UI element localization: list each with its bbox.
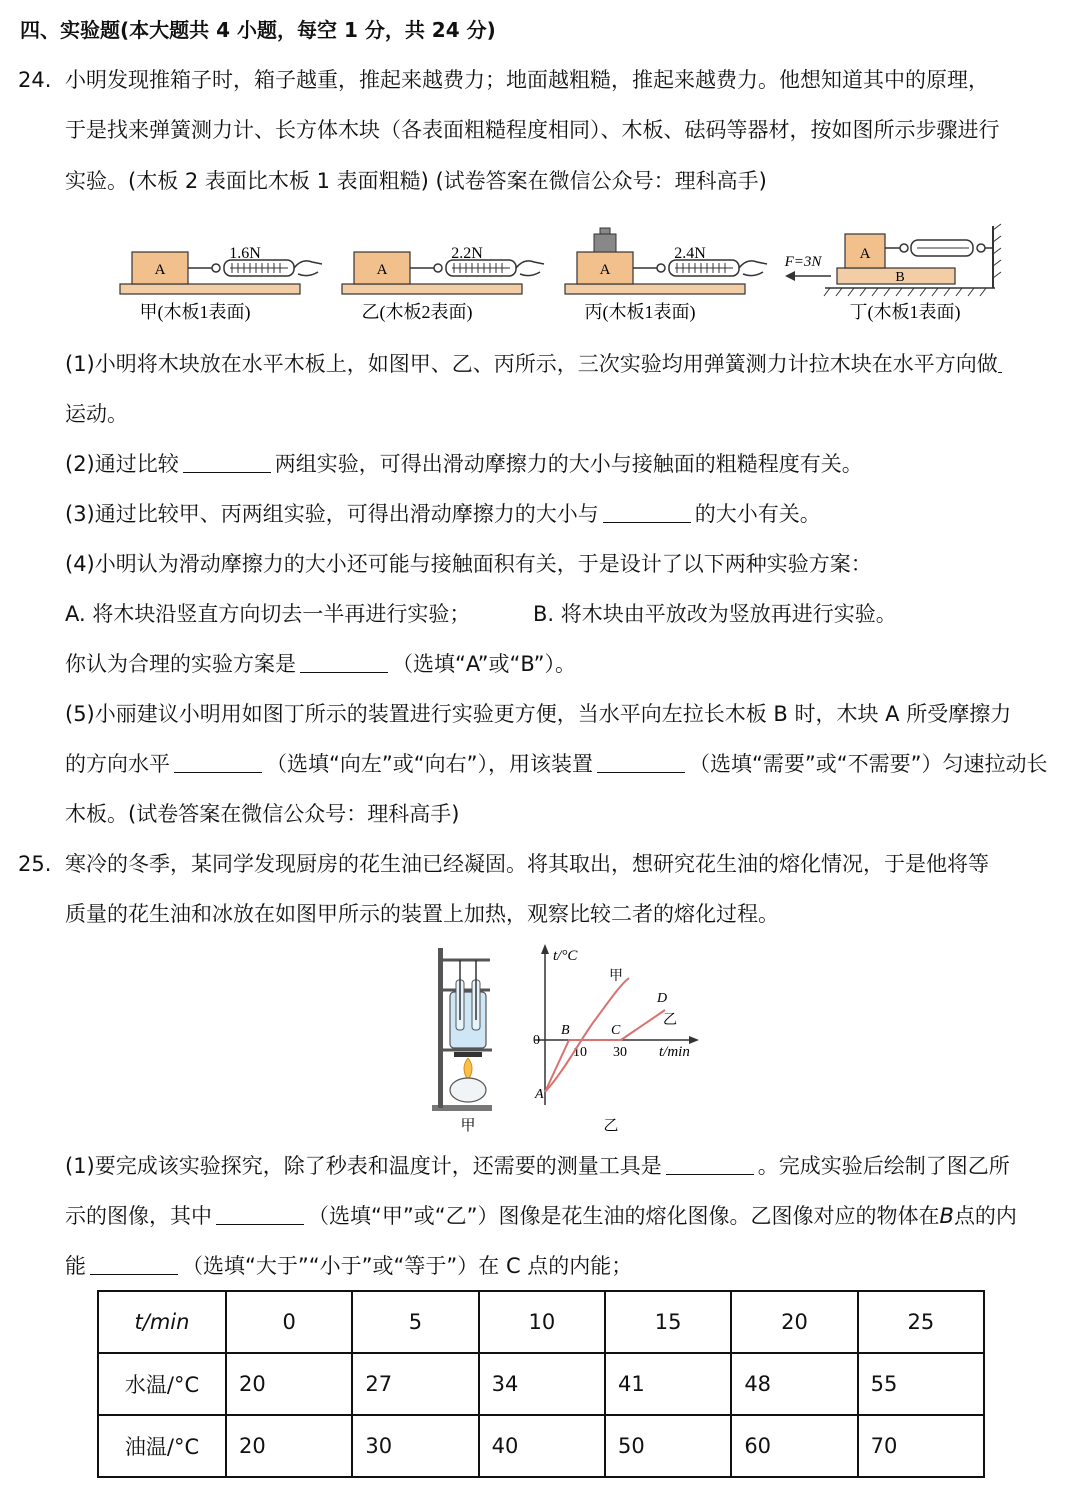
q24-part5-line3: 木板。(试卷答案在微信公众号：理科高手) [65,802,460,826]
tick-10: 10 [573,1045,587,1060]
temperature-table [97,1290,985,1478]
point-d: D [657,991,668,1006]
block-label: A [599,262,611,278]
friction-experiment-figures [115,218,1015,328]
point-b: B [561,1023,570,1038]
block-label: A [154,262,166,278]
q24-part5-line2: 的方向水平 （选填“向左”或“向右”），用该装置 （选填“需要”或“不需要”）匀速拉动长 [65,752,1048,776]
point-a: A [535,1087,544,1102]
q24-part4: (4)小明认为滑动摩擦力的大小还可能与接触面积有关，于是设计了以下两种实验方案： [65,552,872,576]
q24-part1-line1: (1)小明将木块放在水平木板上，如图甲、乙、丙所示，三次实验均用弹簧测力计拉木块在水平方向做 [65,350,1002,378]
point-c: C [611,1023,621,1038]
q24-part1-line2: 运动。 [65,402,128,426]
q24-option-b: B. 将木块由平放改为竖放再进行实验。 [533,602,897,626]
table-cell: 48 [731,1353,857,1415]
table-cell: 30 [352,1415,478,1477]
header-cell: 0 [226,1291,352,1353]
header-cell: 10 [479,1291,605,1353]
force-reading: 1.6N [229,245,261,262]
answer-blank[interactable] [666,1154,754,1175]
header-cell: t/min [98,1291,226,1353]
answer-blank[interactable] [998,352,1002,373]
q24-intro-1: 小明发现推箱子时，箱子越重，推起来越费力；地面越粗糙，推起来越费力。他想知道其中的原理， [65,68,989,92]
table-cell: 60 [731,1415,857,1477]
table-cell: 20 [226,1353,352,1415]
figure-ding [784,224,1001,323]
y-axis-label: t/°C [553,948,578,964]
figure-yi [342,245,544,323]
q24-part2: (2)通过比较 两组实验，可得出滑动摩擦力的大小与接触面的粗糙程度有关。 [65,452,863,476]
q24-option-a: A. 将木块沿竖直方向切去一半再进行实验； [65,602,471,626]
melting-graph-figure [525,940,705,1140]
header-cell: 20 [731,1291,857,1353]
table-cell: 40 [479,1415,605,1477]
figure-jia [120,245,322,323]
table-cell: 50 [605,1415,731,1477]
table-row [98,1353,984,1415]
header-cell: 5 [352,1291,478,1353]
answer-blank[interactable] [597,752,685,773]
graph-caption: 乙 [603,1118,619,1134]
figure-bing [565,228,767,323]
table-cell: 70 [858,1415,984,1477]
answer-blank[interactable] [216,1204,304,1225]
table-cell: 34 [479,1353,605,1415]
table-cell: 27 [352,1353,478,1415]
board-label: B [895,270,905,285]
table-cell: 41 [605,1353,731,1415]
curve-yi-label: 乙 [663,1013,677,1028]
q24-number: 24. [18,68,52,92]
table-cell: 55 [858,1353,984,1415]
answer-blank[interactable] [174,752,262,773]
section-title: 四、实验题(本大题共 4 小题，每空 1 分，共 24 分) [20,18,496,42]
q24-part4-choice: 你认为合理的实验方案是 （选填“A”或“B”）。 [65,652,577,676]
figure-caption: 甲(木板1表面) [139,302,251,322]
table-header-row [98,1291,984,1353]
answer-blank[interactable] [603,502,691,523]
answer-blank[interactable] [183,452,271,473]
origin-label: 0 [533,1033,540,1048]
tick-30: 30 [613,1045,627,1060]
q24-intro-2: 于是找来弹簧测力计、长方体木块（各表面粗糙程度相同）、木板、砝码等器材，按如图所示步骤进行 [65,118,1000,142]
q24-intro-3: 实验。(木板 2 表面比木板 1 表面粗糙) (试卷答案在微信公众号：理科高手) [65,169,767,193]
heating-apparatus-figure [420,940,520,1140]
force-label: F=3N [784,254,822,270]
apparatus-caption: 甲 [460,1118,476,1134]
row-label: 油温/°C [98,1415,226,1477]
force-reading: 2.4N [674,245,706,262]
header-cell: 25 [858,1291,984,1353]
force-reading: 2.2N [451,245,483,262]
figure-caption: 丙(木板1表面) [584,302,696,322]
answer-blank[interactable] [90,1254,178,1275]
q25-intro-1: 寒冷的冬季，某同学发现厨房的花生油已经凝固。将其取出，想研究花生油的熔化情况，于是他将等 [65,852,989,876]
header-cell: 15 [605,1291,731,1353]
table-cell: 20 [226,1415,352,1477]
row-label: 水温/°C [98,1353,226,1415]
q25-part1-line3: 能 （选填“大于”“小于”或“等于”）在 C 点的内能； [65,1254,633,1278]
curve-jia-label: 甲 [609,969,623,984]
q25-part1-line2: 示的图像，其中 （选填“甲”或“乙”）图像是花生油的熔化图像。乙图像对应的物体在B点的内 [65,1204,1017,1228]
figure-caption: 乙(木板2表面) [361,302,473,322]
figure-caption: 丁(木板1表面) [849,302,961,322]
x-axis-label: t/min [659,1044,690,1060]
q25-number: 25. [18,852,52,876]
q25-part1-line1: (1)要完成该实验探究，除了秒表和温度计，还需要的测量工具是 。完成实验后绘制了图乙所 [65,1154,1010,1178]
q24-part5-line1: (5)小丽建议小明用如图丁所示的装置进行实验更方便，当水平向左拉长木板 B 时，木块 A 所受摩擦力 [65,702,1012,726]
q24-part3: (3)通过比较甲、丙两组实验，可得出滑动摩擦力的大小与 的大小有关。 [65,502,821,526]
block-label: A [859,246,871,262]
table-row [98,1415,984,1477]
block-label: A [376,262,388,278]
q25-intro-2: 质量的花生油和冰放在如图甲所示的装置上加热，观察比较二者的熔化过程。 [65,902,779,926]
answer-blank[interactable] [300,652,388,673]
